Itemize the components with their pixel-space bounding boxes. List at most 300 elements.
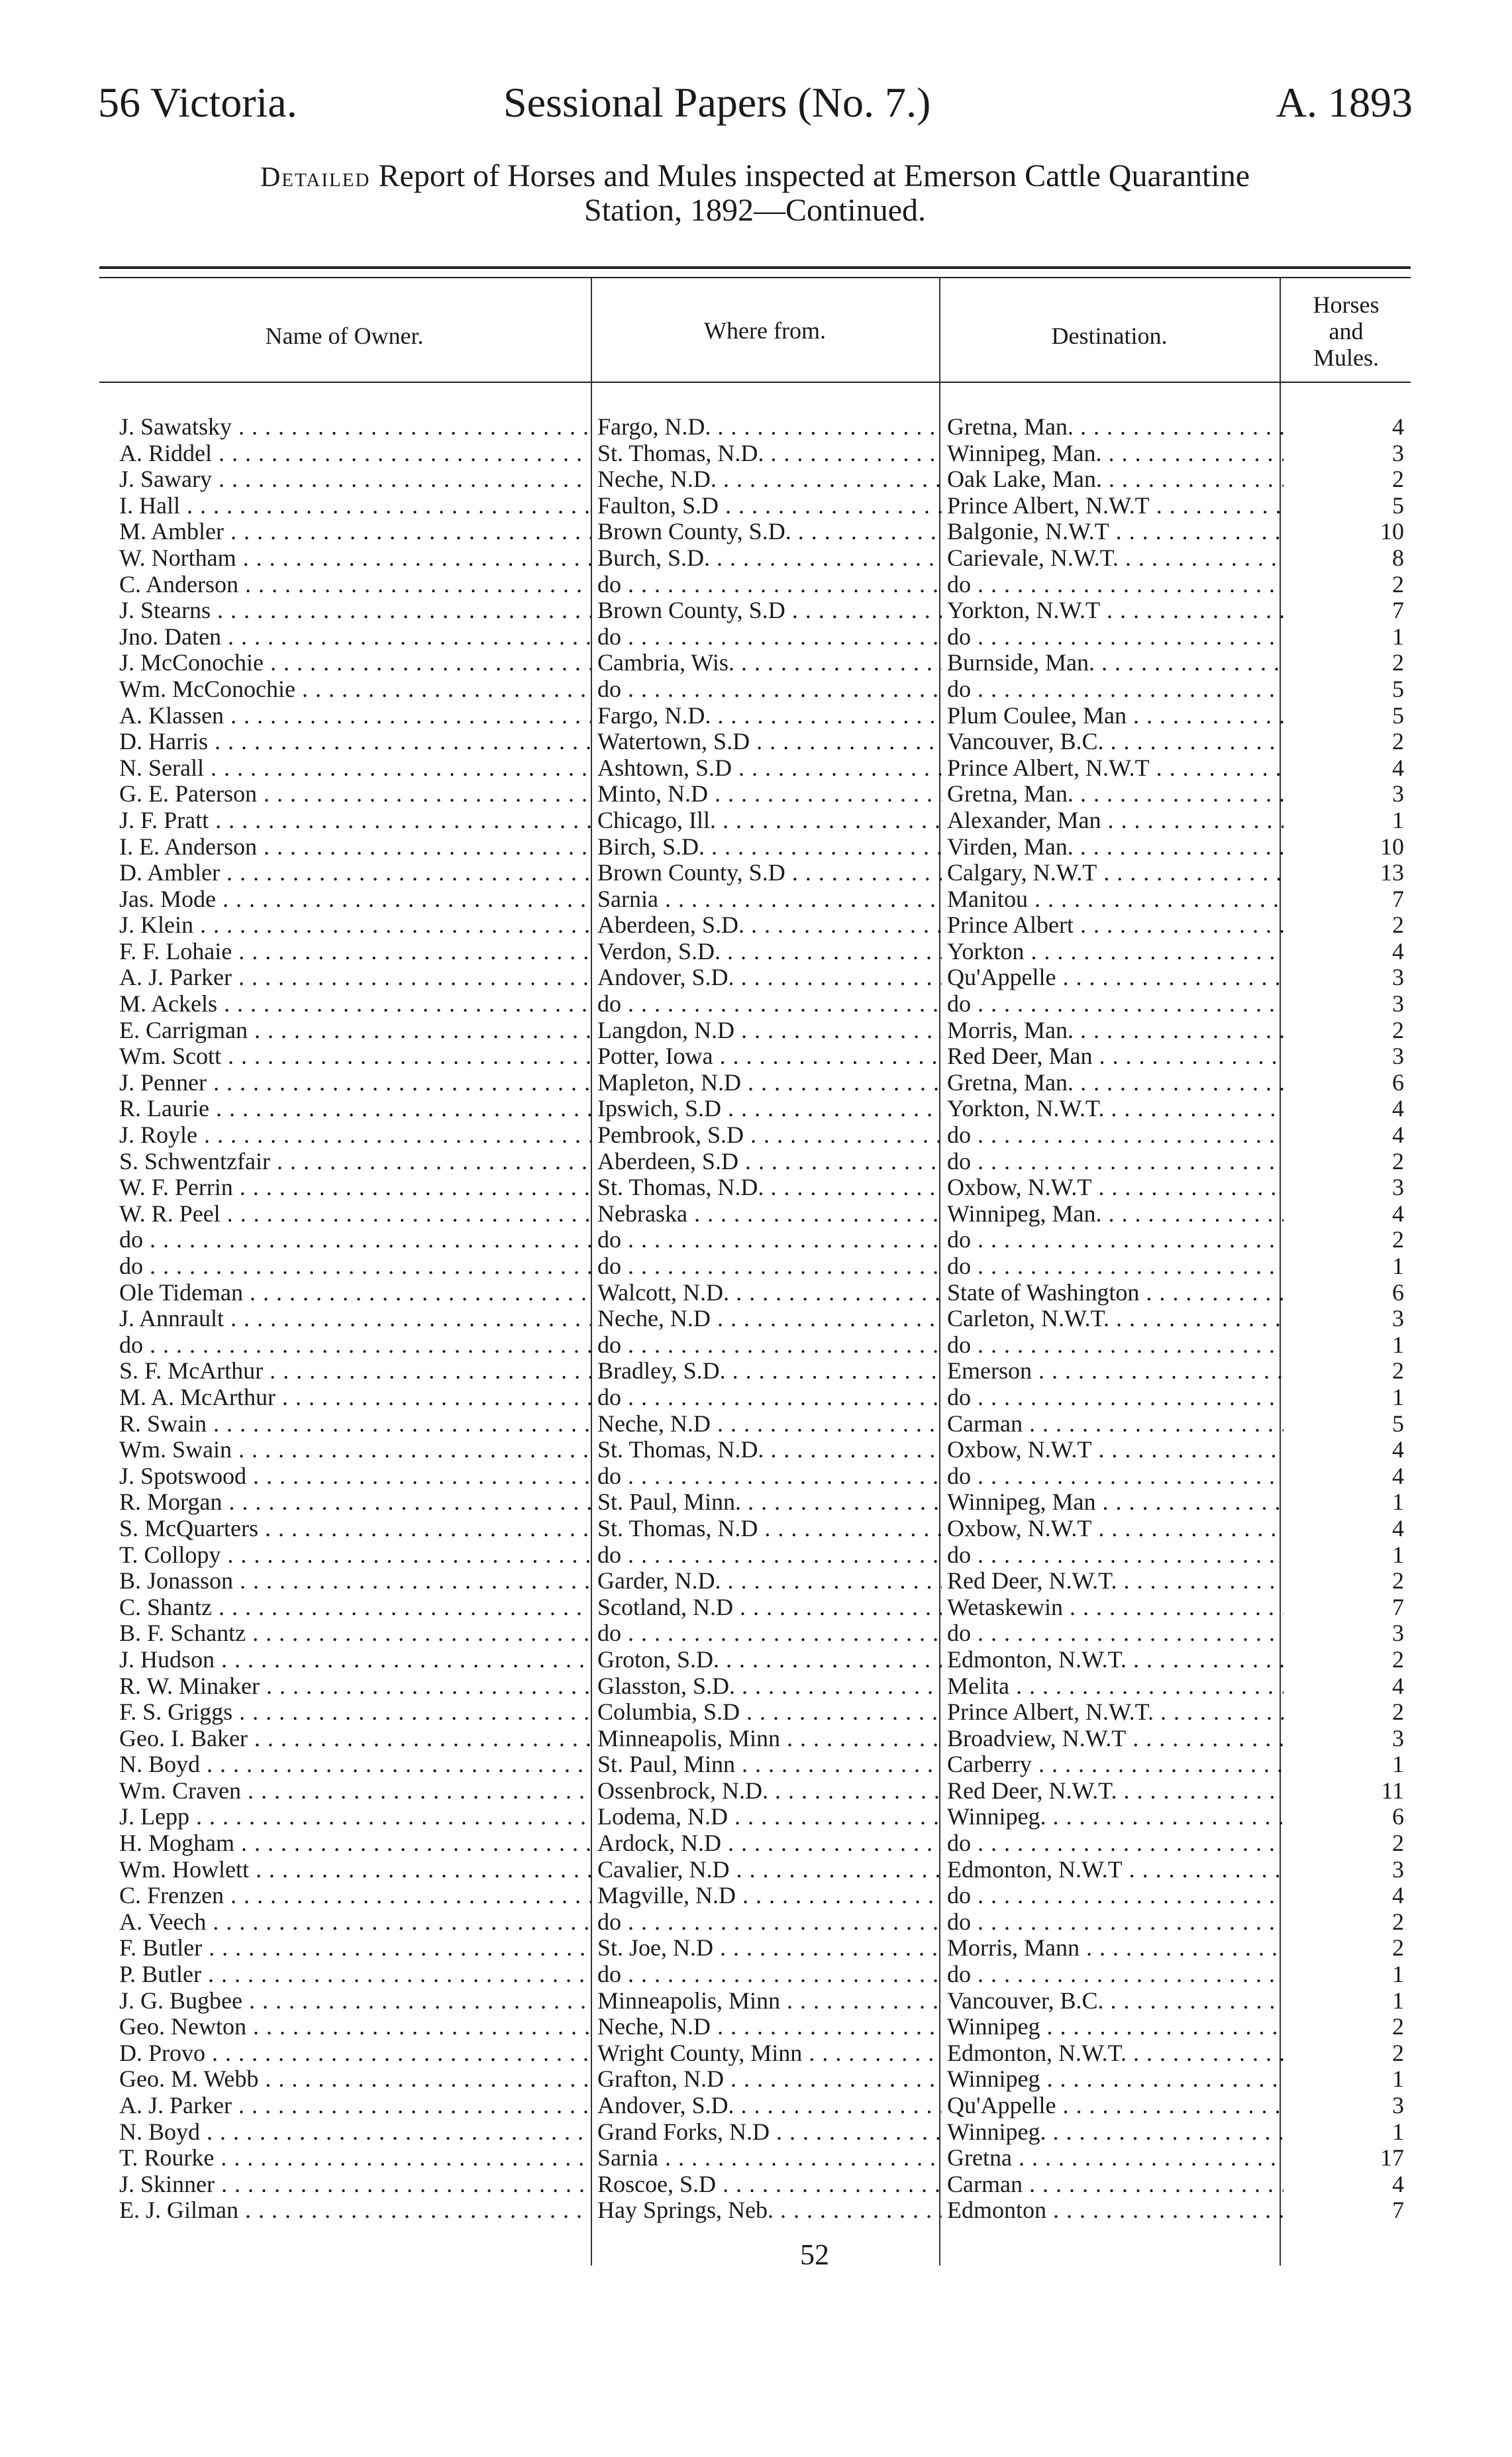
count-cell: 3: [1392, 1306, 1404, 1332]
where-from-cell: Ossenbrock, N.D. . . .: [597, 1778, 942, 1804]
destination-cell: Gretna . . .: [947, 2145, 1284, 2171]
owner-cell: J. Stearns . . .: [119, 598, 591, 624]
top-rule: [99, 266, 1411, 269]
table-row: [99, 834, 1411, 861]
destination-cell: do . . .: [947, 1883, 1284, 1909]
where-from-cell: Neche, N.D. . . .: [597, 466, 942, 493]
column-header-from: Where from.: [704, 317, 826, 344]
table-row: [99, 2040, 1411, 2067]
count-cell: 3: [1392, 1725, 1404, 1751]
count-cell: 8: [1392, 545, 1404, 571]
destination-cell: Vancouver, B.C. . . .: [947, 729, 1284, 755]
count-cell: 3: [1392, 1620, 1404, 1647]
count-cell: 3: [1392, 1043, 1404, 1070]
destination-cell: Morris, Man. . . .: [947, 1018, 1284, 1044]
table-row: [99, 939, 1411, 965]
destination-cell: do . . .: [947, 1122, 1284, 1149]
owner-cell: A. J. Parker . . .: [119, 965, 591, 991]
count-cell: 2: [1392, 571, 1404, 598]
count-cell: 2: [1392, 1908, 1404, 1935]
count-cell: 1: [1392, 1384, 1404, 1410]
where-from-cell: Mapleton, N.D . . .: [597, 1070, 942, 1096]
table-row: [99, 703, 1411, 729]
table-row: [99, 1385, 1411, 1411]
table-row: [99, 755, 1411, 782]
count-cell: 2: [1392, 1935, 1404, 1961]
owner-cell: T. Rourke . . .: [119, 2145, 591, 2171]
count-header-line-2: and: [1329, 318, 1364, 344]
where-from-cell: do . . .: [597, 1253, 942, 1280]
owner-cell: R. Laurie . . .: [119, 1096, 591, 1122]
owner-cell: E. Carrigman . . .: [119, 1018, 591, 1044]
count-cell: 4: [1392, 414, 1404, 440]
table-row: [99, 1857, 1411, 1883]
table-row: [99, 1673, 1411, 1700]
destination-cell: Plum Coulee, Man . . .: [947, 703, 1284, 729]
destination-cell: Vancouver, B.C. . . .: [947, 1988, 1284, 2014]
where-from-cell: Roscoe, S.D . . .: [597, 2171, 942, 2198]
destination-cell: do . . .: [947, 1961, 1284, 1988]
destination-cell: Wetaskewin . . .: [947, 1594, 1284, 1621]
top-rule-thin: [99, 277, 1411, 278]
destination-cell: Yorkton, N.W.T. . . .: [947, 1096, 1284, 1122]
owner-cell: R. Morgan . . .: [119, 1489, 591, 1516]
owner-cell: J. Klein . . .: [119, 912, 591, 939]
destination-cell: Oxbow, N.W.T . . .: [947, 1516, 1284, 1542]
session-label: 56 Victoria.: [98, 79, 297, 126]
destination-cell: Winnipeg . . .: [947, 2014, 1284, 2040]
count-cell: 2: [1392, 1568, 1404, 1594]
destination-cell: Red Deer, Man . . .: [947, 1043, 1284, 1070]
table-row: [99, 1463, 1411, 1490]
where-from-cell: Neche, N.D . . .: [597, 2014, 942, 2040]
count-cell: 4: [1392, 1463, 1404, 1489]
where-from-cell: do . . .: [597, 572, 942, 598]
owner-cell: Jno. Daten . . .: [119, 624, 591, 651]
owner-cell: I. E. Anderson . . .: [119, 834, 591, 861]
table-row: [99, 1568, 1411, 1594]
where-from-cell: do . . .: [597, 1620, 942, 1647]
count-cell: 4: [1392, 938, 1404, 965]
where-from-cell: Neche, N.D . . .: [597, 1306, 942, 1332]
owner-cell: do . . .: [119, 1332, 591, 1359]
destination-cell: Oxbow, N.W.T . . .: [947, 1175, 1284, 1201]
destination-cell: Broadview, N.W.T . . .: [947, 1726, 1284, 1752]
destination-cell: Edmonton . . .: [947, 2197, 1284, 2224]
table-row: [99, 1751, 1411, 1778]
owner-cell: T. Collopy . . .: [119, 1542, 591, 1569]
owner-cell: J. F. Pratt . . .: [119, 808, 591, 834]
table-row: [99, 493, 1411, 519]
count-cell: 4: [1392, 1200, 1404, 1227]
count-cell: 2: [1392, 1017, 1404, 1043]
where-from-cell: Bradley, S.D. . . .: [597, 1358, 942, 1385]
owner-cell: J. Sawatsky . . .: [119, 414, 591, 441]
destination-cell: do . . .: [947, 572, 1284, 598]
destination-cell: do . . .: [947, 1149, 1284, 1175]
destination-cell: do . . .: [947, 1463, 1284, 1490]
count-cell: 2: [1392, 1699, 1404, 1726]
destination-cell: Oxbow, N.W.T . . .: [947, 1437, 1284, 1463]
table-row: [99, 1489, 1411, 1516]
count-cell: 4: [1392, 1883, 1404, 1909]
where-from-cell: St. Joe, N.D . . .: [597, 1935, 942, 1961]
destination-cell: Winnipeg, Man . . .: [947, 1489, 1284, 1516]
table-row: [99, 1778, 1411, 1804]
table-row: [99, 729, 1411, 755]
count-cell: 2: [1392, 1830, 1404, 1857]
where-from-cell: St. Thomas, N.D. . . .: [597, 1437, 942, 1463]
count-cell: 4: [1392, 1437, 1404, 1463]
destination-cell: Alexander, Man . . .: [947, 808, 1284, 834]
count-cell: 7: [1392, 1594, 1404, 1620]
table-row: [99, 1542, 1411, 1569]
where-from-cell: Verdon, S.D. . . .: [597, 939, 942, 965]
count-cell: 4: [1392, 2171, 1404, 2197]
destination-cell: Morris, Mann . . .: [947, 1935, 1284, 1961]
owner-cell: R. Swain . . .: [119, 1411, 591, 1438]
where-from-cell: Chicago, Ill. . . .: [597, 808, 942, 834]
destination-cell: Manitou . . .: [947, 886, 1284, 913]
table-row: [99, 860, 1411, 886]
owner-cell: Geo. I. Baker . . .: [119, 1726, 591, 1752]
owner-cell: N. Boyd . . .: [119, 2119, 591, 2146]
owner-cell: M. Ambler . . .: [119, 519, 591, 545]
table-row: [99, 808, 1411, 834]
table-row: [99, 1043, 1411, 1070]
count-cell: 2: [1392, 1148, 1404, 1175]
where-from-cell: Walcott, N.D. . . .: [597, 1280, 942, 1306]
count-cell: 1: [1392, 1987, 1404, 2014]
where-from-cell: Neche, N.D . . .: [597, 1411, 942, 1438]
destination-cell: Carleton, N.W.T. . . .: [947, 1306, 1284, 1332]
owner-cell: B. Jonasson . . .: [119, 1568, 591, 1594]
owner-cell: J. Penner . . .: [119, 1070, 591, 1096]
count-cell: 2: [1392, 650, 1404, 676]
count-cell: 2: [1392, 2014, 1404, 2040]
table-row: [99, 1961, 1411, 1988]
count-cell: 1: [1392, 1961, 1404, 1988]
table-row: [99, 650, 1411, 676]
header-rule: [99, 382, 1411, 383]
owner-cell: F. F. Lohaie . . .: [119, 939, 591, 965]
owner-cell: J. Skinner . . .: [119, 2171, 591, 2198]
count-cell: 2: [1392, 1646, 1404, 1673]
count-cell: 2: [1392, 2040, 1404, 2066]
where-from-cell: Magville, N.D . . .: [597, 1883, 942, 1909]
table-row: [99, 1332, 1411, 1359]
owner-cell: Wm. Swain . . .: [119, 1437, 591, 1463]
where-from-cell: Sarnia . . .: [597, 886, 942, 913]
table-row: [99, 1516, 1411, 1542]
table-row: [99, 1122, 1411, 1149]
owner-cell: Wm. Scott . . .: [119, 1043, 591, 1070]
page-number: 52: [800, 2238, 829, 2271]
owner-cell: R. W. Minaker . . .: [119, 1673, 591, 1700]
owner-cell: do . . .: [119, 1253, 591, 1280]
owner-cell: P. Butler . . .: [119, 1961, 591, 1988]
owner-cell: Geo. Newton . . .: [119, 2014, 591, 2040]
count-cell: 6: [1392, 1804, 1404, 1830]
where-from-cell: St. Paul, Minn . . .: [597, 1751, 942, 1778]
where-from-cell: Brown County, S.D . . .: [597, 860, 942, 886]
where-from-cell: Pembrook, S.D . . .: [597, 1122, 942, 1149]
owner-cell: H. Mogham . . .: [119, 1830, 591, 1857]
destination-cell: do . . .: [947, 1620, 1284, 1647]
table-row: [99, 598, 1411, 624]
where-from-cell: do . . .: [597, 1463, 942, 1490]
where-from-cell: St. Thomas, N.D . . .: [597, 1516, 942, 1542]
where-from-cell: do . . .: [597, 1909, 942, 1936]
count-cell: 3: [1392, 965, 1404, 991]
table-row: [99, 1306, 1411, 1332]
destination-cell: Gretna, Man. . . .: [947, 781, 1284, 808]
where-from-cell: do . . .: [597, 1542, 942, 1569]
owner-cell: W. R. Peel . . .: [119, 1201, 591, 1228]
destination-cell: Winnipeg . . .: [947, 2066, 1284, 2093]
table-row: [99, 519, 1411, 545]
table-row: [99, 1201, 1411, 1228]
owner-cell: N. Boyd . . .: [119, 1751, 591, 1778]
owner-cell: N. Serall . . .: [119, 755, 591, 782]
owner-cell: J. Lepp . . .: [119, 1804, 591, 1830]
owner-cell: M. A. McArthur . . .: [119, 1385, 591, 1411]
where-from-cell: Watertown, S.D . . .: [597, 729, 942, 755]
destination-cell: do . . .: [947, 1830, 1284, 1857]
count-cell: 17: [1380, 2145, 1404, 2171]
destination-cell: Edmonton, N.W.T . . .: [947, 1857, 1284, 1883]
destination-cell: do . . .: [947, 1909, 1284, 1936]
destination-cell: Prince Albert . . .: [947, 912, 1284, 939]
table-row: [99, 2145, 1411, 2171]
count-cell: 2: [1392, 912, 1404, 939]
table-row: [99, 1647, 1411, 1673]
where-from-cell: Ardock, N.D . . .: [597, 1830, 942, 1857]
where-from-cell: Birch, S.D. . . .: [597, 834, 942, 861]
destination-cell: Prince Albert, N.W.T . . .: [947, 493, 1284, 519]
where-from-cell: Minto, N.D . . .: [597, 781, 942, 808]
table-row: [99, 1358, 1411, 1385]
owner-cell: A. Riddel . . .: [119, 441, 591, 467]
column-header-count: [1282, 291, 1411, 371]
owner-cell: S. F. McArthur . . .: [119, 1358, 591, 1385]
where-from-cell: Minneapolis, Minn . . .: [597, 1726, 942, 1752]
table-row: [99, 1253, 1411, 1280]
owner-cell: D. Ambler . . .: [119, 860, 591, 886]
destination-cell: do . . .: [947, 1542, 1284, 1569]
count-cell: 2: [1392, 1358, 1404, 1385]
where-from-cell: Fargo, N.D. . . .: [597, 703, 942, 729]
table-row: [99, 545, 1411, 572]
owner-cell: Jas. Mode . . .: [119, 886, 591, 913]
where-from-cell: Andover, S.D. . . .: [597, 965, 942, 991]
count-cell: 1: [1392, 1542, 1404, 1568]
destination-cell: Carman . . .: [947, 2171, 1284, 2198]
owner-cell: A. J. Parker . . .: [119, 2093, 591, 2119]
count-cell: 2: [1392, 1227, 1404, 1253]
where-from-cell: Langdon, N.D . . .: [597, 1018, 942, 1044]
destination-cell: Virden, Man. . . .: [947, 834, 1284, 861]
owner-cell: F. Butler . . .: [119, 1935, 591, 1961]
where-from-cell: St. Thomas, N.D. . . .: [597, 441, 942, 467]
owner-cell: W. F. Perrin . . .: [119, 1175, 591, 1201]
table-row: [99, 624, 1411, 651]
owner-cell: J. Spotswood . . .: [119, 1463, 591, 1490]
destination-cell: Winnipeg. . . .: [947, 2119, 1284, 2146]
count-cell: 4: [1392, 1096, 1404, 1122]
table-row: [99, 1018, 1411, 1044]
table-row: [99, 2171, 1411, 2198]
count-cell: 5: [1392, 492, 1404, 519]
destination-cell: do . . .: [947, 1227, 1284, 1253]
where-from-cell: Lodema, N.D . . .: [597, 1804, 942, 1830]
where-from-cell: Wright County, Minn . . .: [597, 2040, 942, 2067]
owner-cell: do . . .: [119, 1227, 591, 1253]
count-cell: 1: [1392, 2118, 1404, 2145]
where-from-cell: do . . .: [597, 676, 942, 703]
table-row: [99, 1726, 1411, 1752]
owner-cell: J. G. Bugbee . . .: [119, 1988, 591, 2014]
count-cell: 7: [1392, 2197, 1404, 2224]
count-cell: 1: [1392, 1489, 1404, 1516]
count-cell: 3: [1392, 991, 1404, 1018]
where-from-cell: Grand Forks, N.D . . .: [597, 2119, 942, 2146]
owner-cell: E. J. Gilman . . .: [119, 2197, 591, 2224]
count-cell: 3: [1392, 1175, 1404, 1201]
where-from-cell: Groton, S.D. . . .: [597, 1647, 942, 1673]
count-cell: 4: [1392, 1673, 1404, 1699]
where-from-cell: Glasston, S.D. . . .: [597, 1673, 942, 1700]
destination-cell: Yorkton . . .: [947, 939, 1284, 965]
destination-cell: Oak Lake, Man. . . .: [947, 466, 1284, 493]
where-from-cell: Sarnia . . .: [597, 2145, 942, 2171]
table-row: [99, 572, 1411, 598]
owner-cell: B. F. Schantz . . .: [119, 1620, 591, 1647]
owner-cell: F. S. Griggs . . .: [119, 1699, 591, 1726]
table-row: [99, 1883, 1411, 1909]
count-header-line-3: Mules.: [1313, 344, 1379, 371]
sessional-papers-label: Sessional Papers (No. 7.): [503, 79, 931, 126]
count-cell: 7: [1392, 886, 1404, 912]
destination-cell: Gretna, Man. . . .: [947, 414, 1284, 441]
owner-cell: Wm. Howlett . . .: [119, 1857, 591, 1883]
owner-cell: J. Sawary . . .: [119, 466, 591, 493]
table-row: [99, 466, 1411, 493]
where-from-cell: Aberdeen, S.D . . .: [597, 1149, 942, 1175]
count-cell: 10: [1380, 519, 1404, 545]
where-from-cell: Scotland, N.D . . .: [597, 1594, 942, 1621]
owner-cell: J. Hudson . . .: [119, 1647, 591, 1673]
where-from-cell: do . . .: [597, 624, 942, 651]
destination-cell: do . . .: [947, 624, 1284, 651]
table-row: [99, 1070, 1411, 1096]
table-row: [99, 1280, 1411, 1306]
count-cell: 4: [1392, 1122, 1404, 1149]
where-from-cell: Nebraska . . .: [597, 1201, 942, 1228]
table-row: [99, 886, 1411, 913]
count-cell: 11: [1381, 1777, 1404, 1804]
where-from-cell: do . . .: [597, 1332, 942, 1359]
table-row: [99, 1149, 1411, 1175]
owner-cell: Ole Tideman . . .: [119, 1280, 591, 1306]
table-row: [99, 965, 1411, 991]
count-cell: 1: [1392, 1332, 1404, 1358]
where-from-cell: Minneapolis, Minn . . .: [597, 1988, 942, 2014]
destination-cell: Winnipeg, Man. . . .: [947, 441, 1284, 467]
table-row: [99, 1804, 1411, 1830]
destination-cell: Emerson . . .: [947, 1358, 1284, 1385]
destination-cell: Calgary, N.W.T . . .: [947, 860, 1284, 886]
where-from-cell: do . . .: [597, 991, 942, 1018]
count-cell: 7: [1392, 598, 1404, 624]
destination-cell: Winnipeg. . . .: [947, 1804, 1284, 1830]
table-row: [99, 1988, 1411, 2014]
destination-cell: Balgonie, N.W.T . . .: [947, 519, 1284, 545]
where-from-cell: Hay Springs, Neb. . . .: [597, 2197, 942, 2224]
owner-cell: A. Klassen . . .: [119, 703, 591, 729]
destination-cell: Red Deer, N.W.T. . . .: [947, 1568, 1284, 1594]
destination-cell: Burnside, Man. . . .: [947, 650, 1284, 676]
where-from-cell: Ashtown, S.D . . .: [597, 755, 942, 782]
owner-cell: M. Ackels . . .: [119, 991, 591, 1018]
inspection-table-body: [99, 414, 1411, 2224]
table-row: [99, 2119, 1411, 2146]
owner-cell: Wm. McConochie . . .: [119, 676, 591, 703]
owner-cell: W. Northam . . .: [119, 545, 591, 572]
count-cell: 1: [1392, 2066, 1404, 2093]
where-from-cell: Brown County, S.D. . . .: [597, 519, 942, 545]
destination-cell: do . . .: [947, 1385, 1284, 1411]
count-cell: 3: [1392, 440, 1404, 466]
destination-cell: Carman . . .: [947, 1411, 1284, 1438]
count-cell: 5: [1392, 702, 1404, 729]
owner-cell: C. Anderson . . .: [119, 572, 591, 598]
destination-cell: Carievale, N.W.T. . . .: [947, 545, 1284, 572]
destination-cell: do . . .: [947, 991, 1284, 1018]
owner-cell: Wm. Craven . . .: [119, 1778, 591, 1804]
owner-cell: G. E. Paterson . . .: [119, 781, 591, 808]
destination-cell: Melita . . .: [947, 1673, 1284, 1700]
count-cell: 3: [1392, 781, 1404, 808]
table-row: [99, 676, 1411, 703]
table-row: [99, 2197, 1411, 2224]
table-row: [99, 2014, 1411, 2040]
count-cell: 10: [1380, 833, 1404, 860]
where-from-cell: Cavalier, N.D . . .: [597, 1857, 942, 1883]
count-cell: 13: [1380, 860, 1404, 886]
table-row: [99, 781, 1411, 808]
owner-cell: J. Annrault . . .: [119, 1306, 591, 1332]
title-line-1: Report of Horses and Mules inspected at Emerson Cattle Quarantine: [378, 158, 1250, 193]
owner-cell: Geo. M. Webb . . .: [119, 2066, 591, 2093]
owner-cell: C. Shantz . . .: [119, 1594, 591, 1621]
count-header-line-1: Horses: [1313, 291, 1380, 318]
table-row: [99, 1227, 1411, 1253]
table-row: [99, 1437, 1411, 1463]
destination-cell: Edmonton, N.W.T. . . .: [947, 1647, 1284, 1673]
table-row: [99, 2066, 1411, 2093]
where-from-cell: Columbia, S.D . . .: [597, 1699, 942, 1726]
table-row: [99, 2093, 1411, 2119]
destination-cell: Qu'Appelle . . .: [947, 2093, 1284, 2119]
owner-cell: D. Provo . . .: [119, 2040, 591, 2067]
where-from-cell: do . . .: [597, 1961, 942, 1988]
destination-cell: do . . .: [947, 1332, 1284, 1359]
count-cell: 6: [1392, 1069, 1404, 1096]
owner-cell: J. McConochie . . .: [119, 650, 591, 676]
title-prefix: Detailed: [260, 162, 371, 193]
table-row: [99, 991, 1411, 1018]
